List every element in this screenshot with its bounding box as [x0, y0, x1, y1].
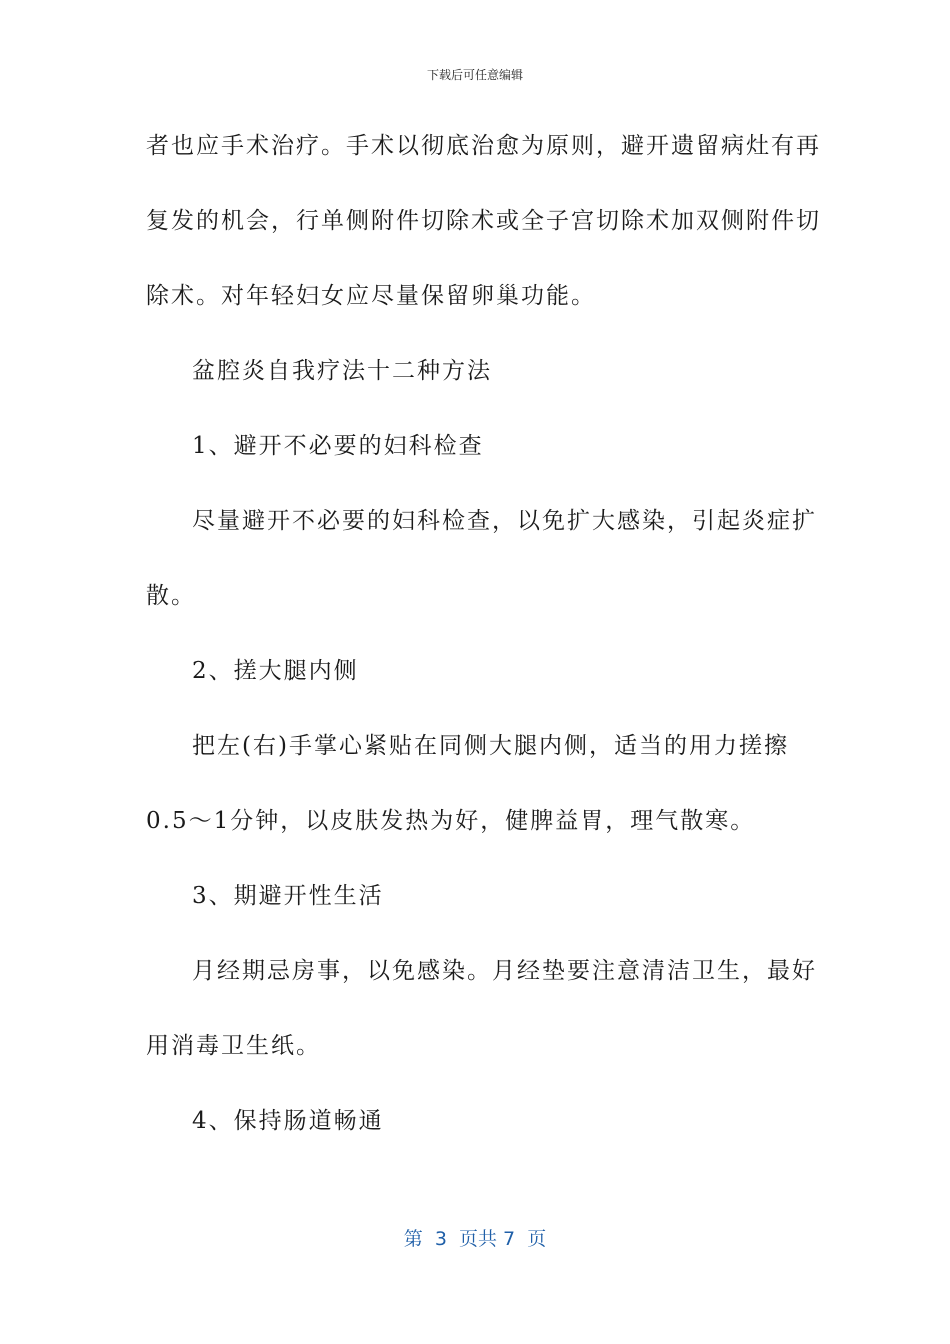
text-line: 0.5～1分钟，以皮肤发热为好，健脾益胃，理气散寒。 [146, 808, 756, 834]
section-heading: 盆腔炎自我疗法十二种方法 [192, 358, 492, 384]
item-heading: 4、保持肠道畅通 [192, 1108, 384, 1134]
item-heading: 2、搓大腿内侧 [192, 658, 359, 684]
text-line: 除术。对年轻妇女应尽量保留卵巢功能。 [146, 283, 596, 309]
text-line: 散。 [146, 583, 196, 609]
text-line: 把左(右)手掌心紧贴在同侧大腿内侧，适当的用力搓擦 [192, 733, 789, 759]
text-line: 用消毒卫生纸。 [146, 1033, 321, 1059]
page-footer: 第 3 页共 7 页 [403, 1228, 547, 1250]
text-line: 复发的机会，行单侧附件切除术或全子宫切除术加双侧附件切 [146, 208, 821, 234]
text-line: 尽量避开不必要的妇科检查，以免扩大感染，引起炎症扩 [192, 508, 817, 534]
item-heading: 1、避开不必要的妇科检查 [192, 433, 484, 459]
page-header: 下载后可任意编辑 [426, 68, 523, 82]
item-heading: 3、期避开性生活 [192, 883, 384, 909]
text-line: 者也应手术治疗。手术以彻底治愈为原则，避开遗留病灶有再 [146, 133, 821, 159]
text-line: 月经期忌房事，以免感染。月经垫要注意清洁卫生，最好 [192, 958, 817, 984]
document-body [146, 124, 821, 1174]
